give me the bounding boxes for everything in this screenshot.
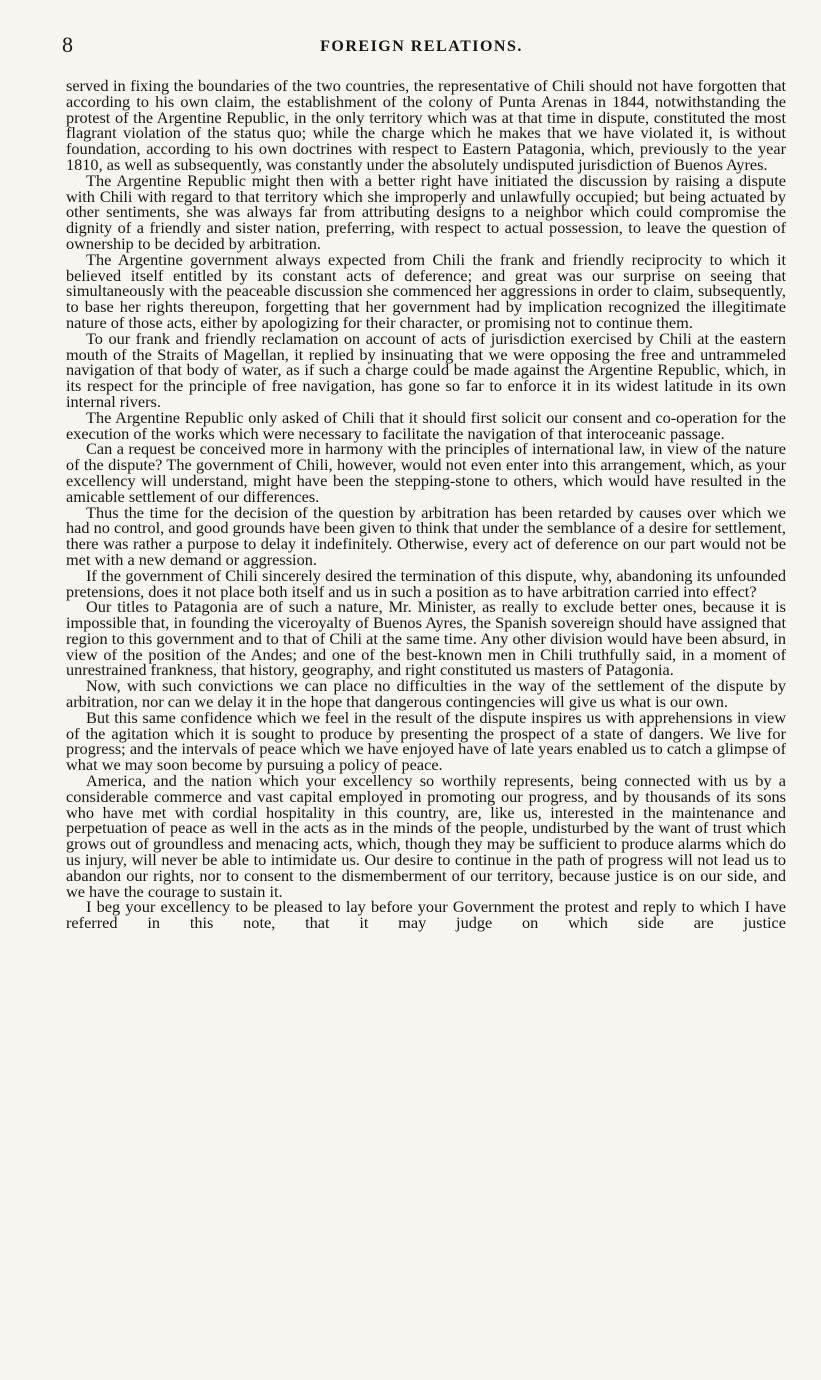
paragraph: The Argentine Republic only asked of Chili that it should first solicit our consent and co-operation for the execution of the works which were necessary to facilitate the navigation of that interoceanic passage. bbox=[66, 407, 786, 443]
paragraph: To our frank and friendly reclamation on account of acts of jurisdiction exercised by Chili at the eastern mouth of the Straits of Magellan, it replied by insinuating that we were opposing the free and untrammeled navigation of that body of water, as if such a charge could be made against the Argentine Republic, which, in its respect for the principle of free navigation, has gone so far to enforce it in its widest latitude in its own internal rivers. bbox=[66, 328, 786, 411]
page-number: 8 bbox=[62, 32, 73, 57]
body-text bbox=[66, 78, 786, 931]
paragraph: Now, with such convictions we can place no difficulties in the way of the settlement of the dispute by arbitration, nor can we delay it in the hope that dangerous contingencies will give us what is our own. bbox=[66, 676, 786, 712]
paragraph: served in fixing the boundaries of the two countries, the representative of Chili should not have forgotten that according to his own claim, the establishment of the colony of Punta Arenas in 1844, notwithstanding the protest of the Argentine Republic, in the only territory which was at that time in dispute, constituted the most flagrant violation of the status quo; while the charge which he makes that we have violated it, is without foundation, according to his own doctrines with respect to Eastern Patagonia, which, previously to the year 1810, as well as subsequently, was constantly under the absolutely undisputed jurisdiction of Buenos Ayres. bbox=[66, 76, 786, 174]
paragraph: But this same confidence which we feel in the result of the dispute inspires us with apprehensions in view of the agitation which it is sought to produce by presenting the prospect of a state of dangers. We live for progress; and the intervals of peace which we have enjoyed have of late years enabled us to catch a glimpse of what we may soon become by pursuing a policy of peace. bbox=[66, 707, 786, 775]
paragraph: The Argentine government always expected from Chili the frank and friendly reciprocity to which it believed itself entitled by its constant acts of deference; and great was our surprise on seeing that simultaneously with the peaceable discussion she commenced her aggressions in order to claim, subsequently, to base her rights thereupon, forgetting that her government had by implication recognized the illegitimate nature of those acts, either by apologizing for their character, or promising not to continue them. bbox=[66, 249, 786, 332]
paragraph: Can a request be conceived more in harmony with the principles of international law, in view of the nature of the dispute? The government of Chili, however, would not even enter into this arrangement, which, as your excellency will understand, might have been the stepping-stone to others, which would have resulted in the amicable settlement of our differences. bbox=[66, 439, 786, 506]
paragraph: America, and the nation which your excellency so worthily represents, being connected with us by a considerable commerce and vast capital employed in promoting our progress, and by thousands of its sons who have met with cordial hospitality in this country, are, like us, interested in the maintenance and perpetuation of peace as well in the acts as in the minds of the people, undisturbed by the want of trust which grows out of groundless and menacing acts, which, though they may be sufficient to produce alarms which do us injury, will never be able to intimidate us. Our desire to continue in the path of progress will not lead us to abandon our rights, nor to consent to the dismemberment of our territory, because justice is on our side, and we have the courage to sustain it. bbox=[66, 771, 786, 901]
paragraph: If the government of Chili sincerely desired the termination of this dispute, why, abandoning its unfounded pretensions, does it not place both itself and us in such a position as to have arbitration carried into effect? bbox=[66, 565, 786, 601]
running-head: FOREIGN RELATIONS. bbox=[320, 38, 523, 55]
paragraph: The Argentine Republic might then with a better right have initiated the discussion by raising a dispute with Chili with regard to that territory which she improperly and unlawfully occupied; but being actuated by other sentiments, she was always far from attributing designs to a neighbor which could compromise the dignity of a friendly and sister nation, preferring, with respect to actual possession, to leave the question of ownership to be decided by arbitration. bbox=[66, 170, 786, 253]
page-header bbox=[62, 32, 781, 62]
paragraph: Thus the time for the decision of the question by arbitration has been retarded by causes over which we had no control, and good grounds have been given to think that under the semblance of a desire for settlement, there was rather a purpose to delay it indefinitely. Otherwise, every act of deference on our part would not be met with a new demand or aggression. bbox=[66, 502, 786, 569]
paragraph: Our titles to Patagonia are of such a nature, Mr. Minister, as really to exclude better ones, because it is impossible that, in founding the viceroyalty of Buenos Ayres, the Spanish sovereign should have assigned that region to this government and to that of Chili at the same time. Any other division would have been absurd, in view of the position of the Andes; and one of the best-known men in Chili truthfully said, in a moment of unrestrained frankness, that history, geography, and right constituted us masters of Patagonia. bbox=[66, 597, 786, 680]
paragraph: I beg your excellency to be pleased to lay before your Government the protest and reply to which I have referred in this note, that it may judge on which side are justice bbox=[66, 897, 786, 933]
